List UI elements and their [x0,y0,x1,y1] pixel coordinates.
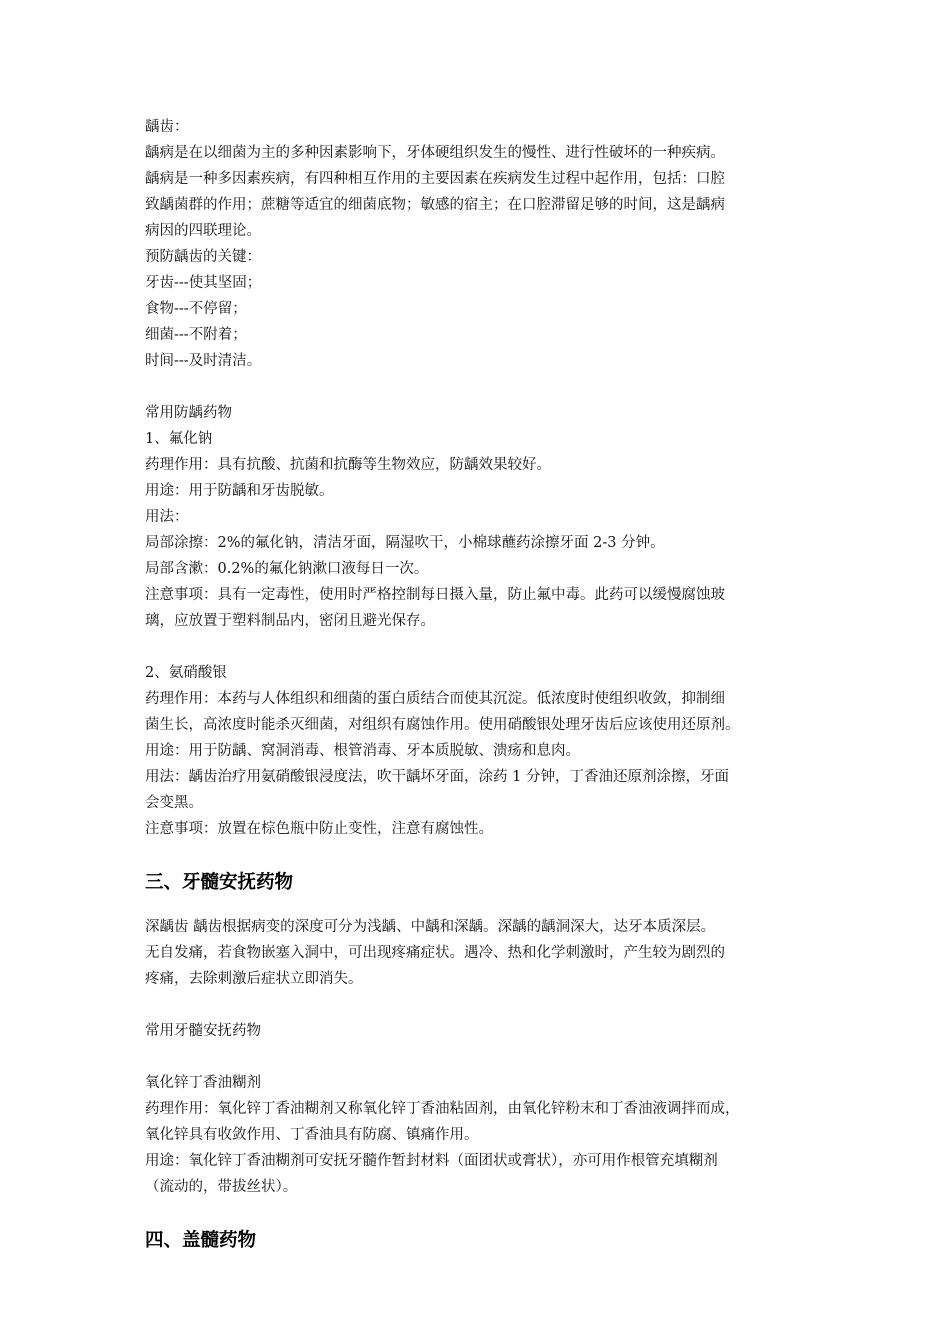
silver-ammonia-note: 注意事项：放置在棕色瓶中防止变性，注意有腐蚀性。 [145,821,493,837]
zoe-use-line-2: （流动的，带拔丝状）。 [145,1179,298,1195]
caries-definition: 龋病是在以细菌为主的多种因素影响下，牙体硬组织发生的慢性、进行性破坏的一种疾病。 [145,145,725,161]
zoe-pharmacology-line-1: 药理作用：氧化锌丁香油糊剂又称氧化锌丁香油粘固剂，由氧化锌粉末和丁香油液调拌而成， [145,1101,740,1117]
prevention-key-teeth: 牙齿---使其坚固； [145,275,262,291]
silver-ammonia-usage-line-2: 会变黑。 [145,795,203,811]
caries-factors-line-3: 病因的四联理论。 [145,223,261,239]
silver-ammonia-pharmacology-line-1: 药理作用：本药与人体组织和细菌的蛋白质结合而使其沉淀。低浓度时使组织收敛，抑制细 [145,691,725,707]
pulp-sedative-drugs-title: 常用牙髓安抚药物 [145,1023,261,1039]
silver-ammonia-pharmacology-line-2: 菌生长，高浓度时能杀灭细菌，对组织有腐蚀作用。使用硝酸银处理牙齿后应该使用还原剂。 [145,717,740,733]
deep-caries-line-3: 疼痛，去除刺激后症状立即消失。 [145,971,363,987]
section-heading-pulp-capping: 四、盖髓药物 [145,1230,257,1251]
prevention-key-bacteria: 细菌---不附着； [145,327,247,343]
sodium-fluoride-mouthwash: 局部含漱：0.2%的氟化钠漱口液每日一次。 [145,561,429,577]
section-title-caries: 龋齿： [145,119,189,135]
anti-caries-drugs-title: 常用防龋药物 [145,405,232,421]
prevention-key-title: 预防龋齿的关键： [145,249,261,265]
silver-ammonia-usage-line-1: 用法：龋齿治疗用氨硝酸银浸度法，吹干龋坏牙面，涂药 1 分钟，丁香油还原剂涂擦，牙面 [145,769,729,785]
sodium-fluoride-title: 1、氟化钠 [145,431,213,447]
sodium-fluoride-note-line-1: 注意事项：具有一定毒性，使用时严格控制每日摄入量，防止氟中毒。此药可以缓慢腐蚀玻 [145,587,725,603]
document-page [145,114,809,1254]
prevention-key-food: 食物---不停留； [145,301,247,317]
caries-factors-line-2: 致龋菌群的作用；蔗糖等适宜的细菌底物；敏感的宿主；在口腔滞留足够的时间，这是龋病 [145,197,725,213]
deep-caries-line-1: 深龋齿 龋齿根据病变的深度可分为浅龋、中龋和深龋。深龋的龋洞深大，达牙本质深层。 [145,919,716,935]
sodium-fluoride-pharmacology: 药理作用：具有抗酸、抗菌和抗酶等生物效应，防龋效果较好。 [145,457,551,473]
section-heading-pulp-sedative: 三、牙髓安抚药物 [145,872,294,893]
zoe-pharmacology-line-2: 氧化锌具有收敛作用、丁香油具有防腐、镇痛作用。 [145,1127,479,1143]
zoe-use-line-1: 用途：氧化锌丁香油糊剂可安抚牙髓作暂封材料（面团状或膏状），亦可用作根管充填糊剂 [145,1153,718,1169]
zoe-paste-title: 氧化锌丁香油糊剂 [145,1075,261,1091]
silver-ammonia-use: 用途：用于防龋、窝洞消毒、根管消毒、牙本质脱敏、溃疡和息肉。 [145,743,580,759]
sodium-fluoride-note-line-2: 璃，应放置于塑料制品内，密闭且避光保存。 [145,613,435,629]
silver-ammonia-title: 2、氨硝酸银 [145,665,227,681]
caries-factors-line-1: 龋病是一种多因素疾病，有四种相互作用的主要因素在疾病发生过程中起作用，包括：口腔 [145,171,725,187]
sodium-fluoride-local-application: 局部涂擦：2%的氟化钠，清洁牙面，隔湿吹干，小棉球蘸药涂擦牙面 2-3 分钟。 [145,535,665,551]
sodium-fluoride-use: 用途：用于防龋和牙齿脱敏。 [145,483,334,499]
sodium-fluoride-usage-label: 用法： [145,509,189,525]
deep-caries-line-2: 无自发痛，若食物嵌塞入洞中，可出现疼痛症状。遇冷、热和化学刺激时，产生较为剧烈的 [145,945,725,961]
prevention-key-time: 时间---及时清洁。 [145,353,262,369]
